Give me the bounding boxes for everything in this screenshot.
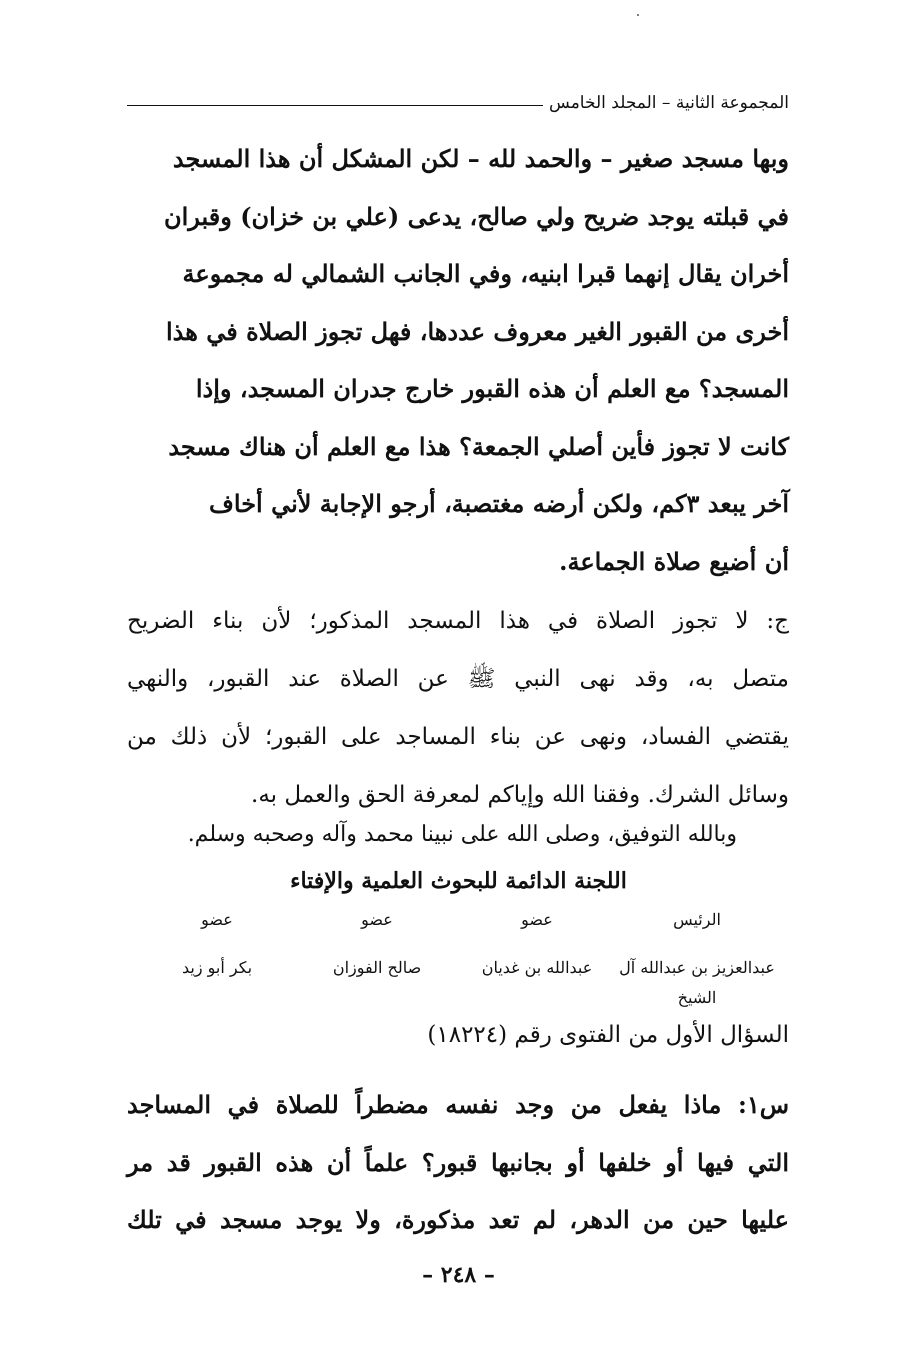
signature-name: صالح الفوزان [332,958,422,977]
header-title: المجموعة الثانية – المجلد الخامس [549,93,789,113]
question-line: آخر يبعد ٣كم، ولكن أرضه مغتصبة، أرجو الإجابة لأني أخاف [209,489,789,518]
running-header [127,88,789,118]
committee-title: اللجنة الدائمة للبحوث العلمية والإفتاء [290,868,627,894]
signature-member [297,905,457,983]
signature-member [457,905,617,983]
question-continuation [127,130,789,590]
signature-role: الرئيس [673,910,721,929]
scan-speck [637,14,639,16]
question-line: أخرى من القبور الغير معروف عددها، فهل تجوز الصلاة في هذا [165,316,789,346]
question-line: عليها حين من الدهر، لم تعد مذكورة، ولا يوجد مسجد في تلك [127,1205,789,1234]
answer-line: ج: لا تجوز الصلاة في هذا المسجد المذكور؛ لأن بناء الضريح [127,608,789,634]
header-rule [127,105,543,106]
signature-name: عبدالله بن غديان [481,958,593,977]
signature-name: عبدالعزيز بن عبدالله آل الشيخ [619,958,775,1007]
question-line: كانت لا تجوز فأين أصلي الجمعة؟ هذا مع العلم أن هناك مسجد [168,431,789,461]
salutation: وبالله التوفيق، وصلى الله على نبينا محمد وآله وصحبه وسلم. [187,822,737,847]
signature-role: عضو [521,910,553,929]
signature-name: بكر أبو زيد [181,958,253,977]
question-line: س١: ماذا يفعل من وجد نفسه مضطراً للصلاة في المساجد [127,1090,789,1119]
signature-chairman [617,905,777,1007]
question-line: في قبلته يوجد ضريح ولي صالح، يدعى (علي بن خزان) وقبران [164,201,789,231]
answer-line: متصل به، وقد نهى النبي ﷺ عن الصلاة عند القبور، والنهي [127,666,789,692]
signature-member [137,905,297,983]
next-question [127,1076,789,1249]
question-line: أن أضيع صلاة الجماعة. [559,546,789,576]
signatures [137,905,777,1007]
question-line: أخران يقال إنهما قبرا ابنيه، وفي الجانب الشمالي له مجموعة [182,259,789,288]
answer-paragraph [127,592,789,824]
question-line: التي فيها أو خلفها أو بجانبها قبور؟ علماً أن هذه القبور قد مر [127,1147,789,1177]
signature-role: عضو [201,910,233,929]
question-line: وبها مسجد صغير – والحمد لله – لكن المشكل أن هذا المسجد [172,144,789,173]
answer-line: وسائل الشرك. وفقنا الله وإياكم لمعرفة الحق والعمل به. [251,782,789,808]
fatwa-heading: السؤال الأول من الفتوى رقم (١٨٢٢٤) [427,1022,789,1048]
answer-line: يقتضي الفساد، ونهى عن بناء المساجد على القبور؛ لأن ذلك من [127,724,789,750]
question-line: المسجد؟ مع العلم أن هذه القبور خارج جدران المسجد، وإذا [195,374,789,403]
page-number: – ٢٤٨ – [422,1262,495,1288]
signature-role: عضو [361,910,393,929]
